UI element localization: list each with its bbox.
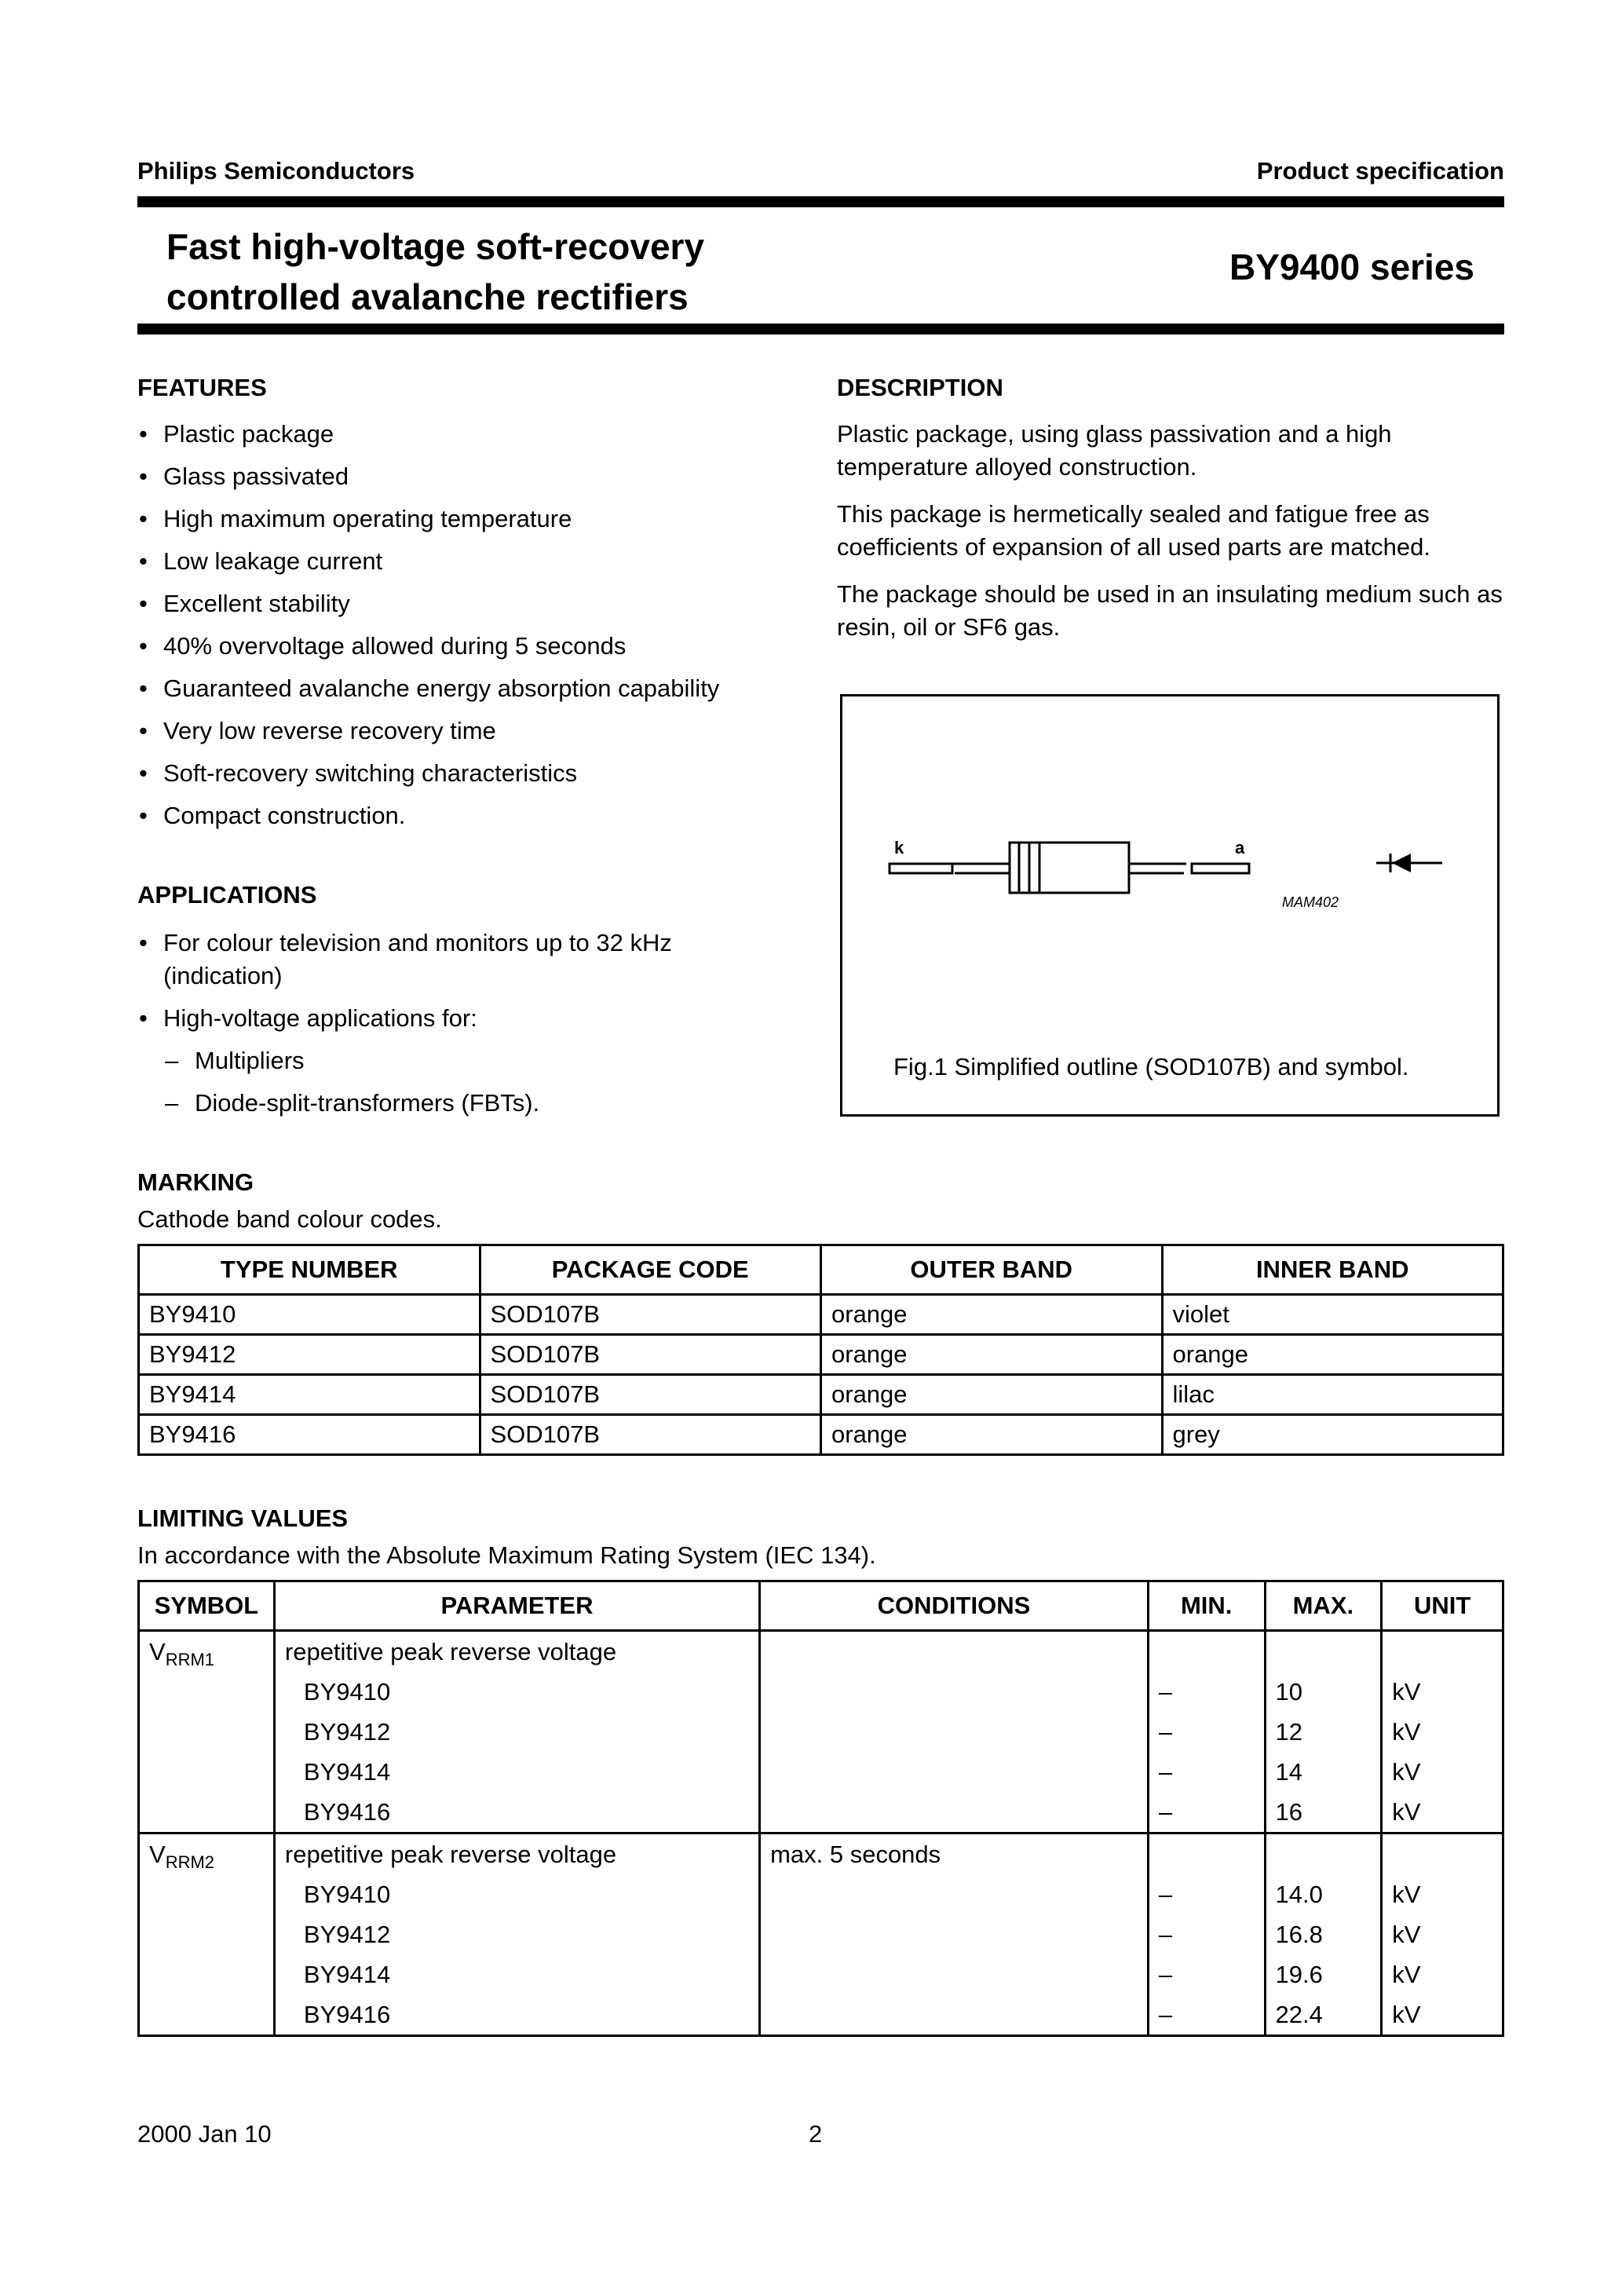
unit-cell: kV kV kV kV: [1382, 1631, 1503, 1834]
label-k: k: [894, 838, 904, 857]
col-header: PACKAGE CODE: [480, 1245, 821, 1295]
applications-list: [137, 927, 781, 1129]
list-item: • High maximum operating temperature: [139, 505, 572, 532]
table-cell: BY9412: [139, 1335, 480, 1375]
description-paragraph: Plastic package, using glass passivation and a high temperature alloyed construction.: [837, 420, 1392, 481]
list-item: • Soft-recovery switching characteristics: [139, 759, 578, 787]
series-name: BY9400 series: [1229, 247, 1474, 287]
table-row: [139, 1415, 1503, 1455]
table-row-group-vrrm2: [139, 1834, 1503, 2036]
document-title: [166, 221, 952, 322]
col-header: INNER BAND: [1162, 1245, 1503, 1295]
document-type: Product specification: [1256, 157, 1504, 185]
figure-code: MAM402: [1282, 894, 1339, 910]
description-paragraph: This package is hermetically sealed and fatigue free as coefficients of expansion of all used parts are matched.: [837, 500, 1430, 561]
limiting-heading: LIMITING VALUES: [137, 1504, 349, 1532]
list-item: • Low leakage current: [139, 547, 383, 575]
table-cell: SOD107B: [480, 1335, 821, 1375]
col-header: MIN.: [1148, 1581, 1265, 1631]
unit-cell: kV kV kV kV: [1382, 1834, 1503, 2036]
table-cell: orange: [821, 1335, 1163, 1375]
list-item: • Plastic package: [139, 420, 334, 448]
col-header: PARAMETER: [274, 1581, 759, 1631]
parameter-cell: repetitive peak reverse voltage BY9410 BY9412 BY9414 BY9416: [274, 1631, 759, 1834]
min-cell: – – – –: [1148, 1834, 1265, 2036]
page-number: 2: [809, 2120, 823, 2148]
list-item: • 40% overvoltage allowed during 5 seconds: [139, 632, 627, 660]
max-cell: 14.0 16.8 19.6 22.4: [1265, 1834, 1382, 2036]
table-cell: orange: [821, 1295, 1163, 1335]
table-cell: SOD107B: [480, 1375, 821, 1415]
list-item: • Compact construction.: [139, 802, 406, 829]
applications-heading: APPLICATIONS: [137, 881, 317, 909]
col-header: TYPE NUMBER: [139, 1245, 480, 1295]
table-cell: grey: [1162, 1415, 1503, 1455]
parameter-cell: repetitive peak reverse voltage BY9410 BY9412 BY9414 BY9416: [274, 1834, 759, 2036]
table-cell: BY9416: [139, 1415, 480, 1455]
conditions-cell: [760, 1631, 1149, 1834]
symbol-cell: $V_{RRM1}$: [139, 1631, 275, 1834]
features-list: [137, 418, 781, 842]
diode-outline-figure: [842, 696, 1497, 1011]
table-header-row: [139, 1245, 1503, 1295]
max-cell: 10 12 14 16: [1265, 1631, 1382, 1834]
company-name: Philips Semiconductors: [137, 157, 415, 185]
list-item: • Glass passivated: [139, 462, 349, 490]
col-header: UNIT: [1382, 1581, 1503, 1631]
description-paragraph: The package should be used in an insulating medium such as resin, oil or SF6 gas.: [837, 580, 1503, 641]
figure-box: [840, 694, 1500, 1117]
table-row: [139, 1375, 1503, 1415]
table-cell: violet: [1162, 1295, 1503, 1335]
marking-table: [137, 1244, 1504, 1456]
table-header-row: [139, 1581, 1503, 1631]
anode-lead: [1192, 864, 1249, 873]
table-cell: BY9410: [139, 1295, 480, 1335]
table-cell: lilac: [1162, 1375, 1503, 1415]
sub-list-item: – Multipliers: [165, 1047, 305, 1074]
marking-heading: MARKING: [137, 1168, 254, 1196]
sub-list-item: – Diode-split-transformers (FBTs).: [165, 1089, 540, 1117]
conditions-cell: max. 5 seconds: [760, 1834, 1149, 2036]
table-cell: orange: [821, 1415, 1163, 1455]
list-item: • Excellent stability: [139, 590, 350, 617]
description-heading: DESCRIPTION: [837, 374, 1003, 401]
table-cell: orange: [1162, 1335, 1503, 1375]
description-body: [837, 418, 1504, 658]
marking-subtitle: Cathode band colour codes.: [137, 1205, 442, 1233]
diode-symbol-icon: [1376, 854, 1442, 872]
cathode-lead: [890, 864, 952, 873]
col-header: MAX.: [1265, 1581, 1382, 1631]
diode-body: [1010, 843, 1129, 893]
table-row: [139, 1295, 1503, 1335]
title-line-2: controlled avalanche rectifiers: [166, 276, 689, 317]
title-rule: [137, 324, 1504, 335]
col-header: CONDITIONS: [760, 1581, 1149, 1631]
table-cell: orange: [821, 1375, 1163, 1415]
table-row-group-vrrm1: [139, 1631, 1503, 1834]
table-cell: BY9414: [139, 1375, 480, 1415]
symbol-cell: $V_{RRM2}$: [139, 1834, 275, 2036]
list-item: • High-voltage applications for:: [139, 1004, 477, 1032]
col-header: SYMBOL: [139, 1581, 275, 1631]
list-item: • Guaranteed avalanche energy absorption capability: [139, 675, 720, 702]
min-cell: – – – –: [1148, 1631, 1265, 1834]
footer-date: 2000 Jan 10: [137, 2120, 272, 2148]
col-header: OUTER BAND: [821, 1245, 1163, 1295]
title-line-1: Fast high-voltage soft-recovery: [166, 226, 705, 267]
label-a: a: [1235, 838, 1245, 857]
top-rule: [137, 196, 1504, 207]
table-row: [139, 1335, 1503, 1375]
list-item: • For colour television and monitors up to 32 kHz (indication): [139, 929, 672, 989]
figure-caption: Fig.1 Simplified outline (SOD107B) and symbol.: [893, 1053, 1409, 1080]
table-cell: SOD107B: [480, 1295, 821, 1335]
limiting-subtitle: In accordance with the Absolute Maximum Rating System (IEC 134).: [137, 1541, 876, 1569]
list-item: • Very low reverse recovery time: [139, 717, 496, 744]
table-cell: SOD107B: [480, 1415, 821, 1455]
features-heading: FEATURES: [137, 374, 267, 401]
limiting-table: [137, 1580, 1504, 2037]
